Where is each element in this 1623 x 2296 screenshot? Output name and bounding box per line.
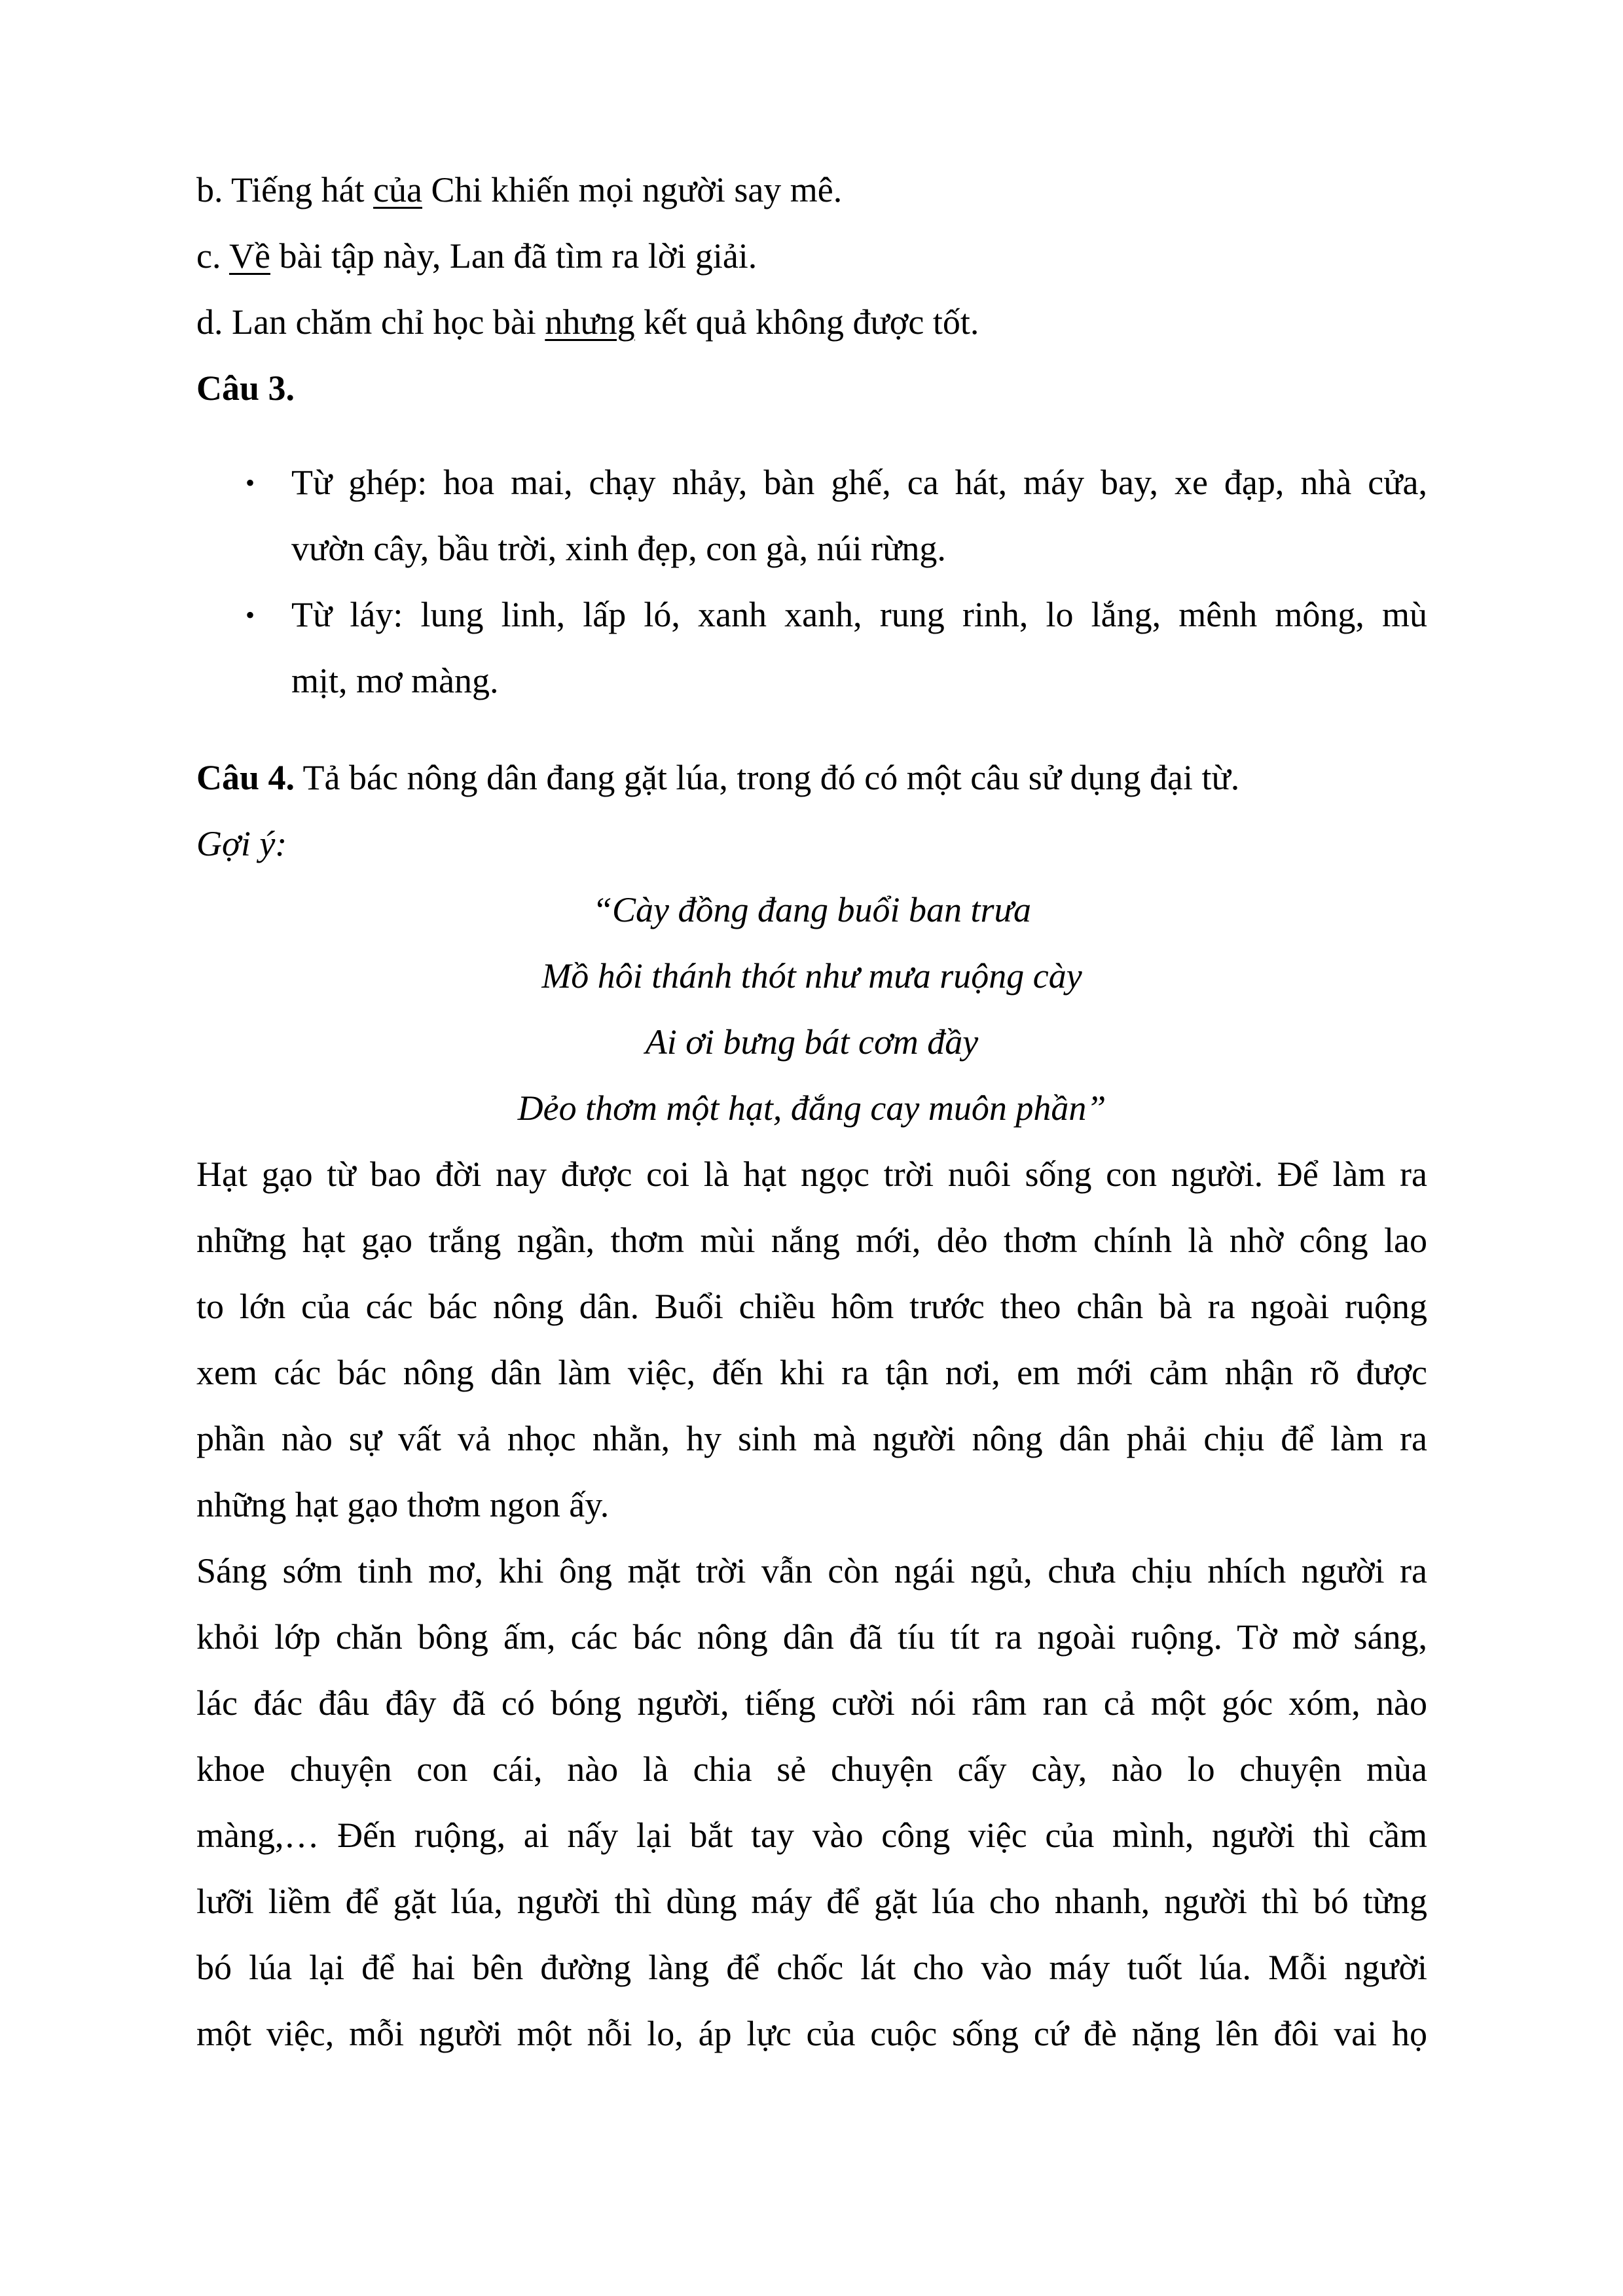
answer-b-text-end: Chi khiến mọi người say mê. — [422, 170, 843, 209]
answer-d-text: d. Lan chăm chỉ học bài — [196, 302, 545, 342]
paragraph-line: khoe chuyện con cái, nào là chia sẻ chuyện cấy cày, nào lo chuyện mùa — [196, 1749, 1427, 1789]
paragraph-1 — [196, 1141, 1427, 1538]
answer-d-underlined-word: nhưng — [545, 302, 635, 342]
poem-line: “Cày đồng đang buổi ban trưa — [593, 890, 1031, 929]
list-item-line: vườn cây, bầu trời, xinh đẹp, con gà, núi rừng. — [291, 529, 946, 568]
cau3-list — [196, 450, 1427, 714]
poem-line: Dẻo thơm một hạt, đắng cay muôn phần” — [517, 1088, 1106, 1128]
bullet-icon: • — [246, 468, 255, 497]
paragraph-line: lưỡi liềm để gặt lúa, người thì dùng máy để gặt lúa cho nhanh, người thì bó từng — [196, 1882, 1427, 1921]
paragraph-line: phần nào sự vất vả nhọc nhằn, hy sinh mà người nông dân phải chịu để làm ra — [196, 1419, 1427, 1458]
answer-d-text-end: kết quả không được tốt. — [634, 302, 979, 342]
document-page — [196, 157, 1427, 2067]
answer-d — [196, 289, 1427, 355]
cau4-question — [196, 745, 1427, 811]
paragraph-line: một việc, mỗi người một nỗi lo, áp lực của cuộc sống cứ đè nặng lên đôi vai họ — [196, 2014, 1427, 2053]
answer-b — [196, 157, 1427, 223]
cau4-prompt: Tả bác nông dân đang gặt lúa, trong đó có một câu sử dụng đại từ. — [295, 758, 1240, 797]
list-item-line: mịt, mơ màng. — [291, 661, 499, 700]
paragraph-line: lác đác đâu đây đã có bóng người, tiếng cười nói râm ran cả một góc xóm, nào — [196, 1683, 1427, 1723]
paragraph-line: màng,… Đến ruộng, ai nấy lại bắt tay vào công việc của mình, người thì cầm — [196, 1816, 1427, 1855]
answer-c-underlined-word: Về — [229, 236, 270, 276]
answer-b-underlined-word: của — [373, 170, 422, 209]
answer-b-text: b. Tiếng hát — [196, 170, 374, 209]
list-item-line: Từ láy: lung linh, lấp ló, xanh xanh, rung rinh, lo lắng, mênh mông, mù — [291, 595, 1427, 634]
list-item-line: Từ ghép: hoa mai, chạy nhảy, bàn ghế, ca hát, máy bay, xe đạp, nhà cửa, — [291, 463, 1427, 502]
list-item — [196, 450, 1427, 582]
paragraph-line: những hạt gạo trắng ngần, thơm mùi nắng mới, dẻo thơm chính là nhờ công lao — [196, 1221, 1427, 1260]
list-item — [196, 582, 1427, 714]
hint-label: Gợi ý: — [196, 824, 287, 863]
answer-c-text-end: bài tập này, Lan đã tìm ra lời giải. — [270, 236, 757, 276]
paragraph-line: bó lúa lại để hai bên đường làng để chốc lát cho vào máy tuốt lúa. Mỗi người — [196, 1948, 1427, 1987]
paragraph-line: Hạt gạo từ bao đời nay được coi là hạt ngọc trời nuôi sống con người. Để làm ra — [196, 1155, 1427, 1194]
paragraph-line: xem các bác nông dân làm việc, đến khi ra tận nơi, em mới cảm nhận rõ được — [196, 1353, 1427, 1392]
cau4-heading: Câu 4. — [196, 758, 295, 797]
bullet-icon: • — [246, 600, 255, 630]
cau3-heading: Câu 3. — [196, 368, 295, 408]
answer-c-text: c. — [196, 236, 229, 276]
answer-c — [196, 223, 1427, 289]
paragraph-line: khỏi lớp chăn bông ấm, các bác nông dân đã tíu tít ra ngoài ruộng. Tờ mờ sáng, — [196, 1617, 1427, 1657]
poem — [196, 877, 1427, 1141]
poem-line: Mồ hôi thánh thót như mưa ruộng cày — [541, 956, 1082, 996]
paragraph-line: to lớn của các bác nông dân. Buổi chiều hôm trước theo chân bà ra ngoài ruộng — [196, 1287, 1427, 1326]
paragraph-line: những hạt gạo thơm ngon ấy. — [196, 1485, 610, 1524]
paragraph-line: Sáng sớm tinh mơ, khi ông mặt trời vẫn còn ngái ngủ, chưa chịu nhích người ra — [196, 1551, 1427, 1590]
poem-line: Ai ơi bưng bát cơm đầy — [645, 1022, 979, 1062]
paragraph-2 — [196, 1538, 1427, 2067]
